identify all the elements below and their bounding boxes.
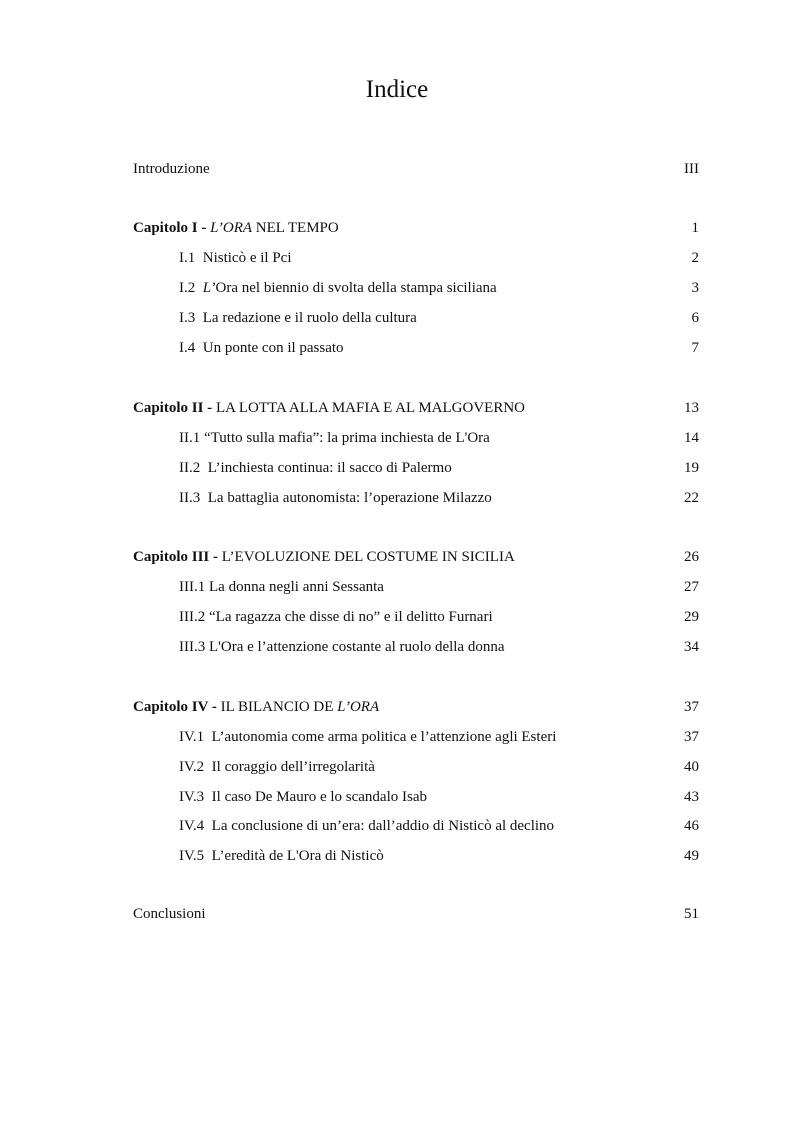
toc-chapter-4[interactable] (133, 696, 699, 718)
toc-page-number: 26 (684, 549, 699, 565)
toc-chapter-2[interactable] (133, 397, 699, 419)
section-title: Il coraggio dell’irregolarità (211, 759, 375, 775)
toc-page-number: 3 (691, 280, 699, 296)
section-title: L’inchiesta continua: il sacco di Palermo (207, 460, 452, 476)
toc-section-1-3[interactable] (179, 307, 699, 329)
section-title: La battaglia autonomista: l’operazione Milazzo (207, 490, 492, 506)
section-number: IV.4 (179, 818, 205, 834)
section-number: I.3 (179, 310, 196, 326)
section-title: Nisticò e il Pci (202, 250, 292, 266)
toc-page-number: 34 (684, 639, 699, 655)
chapter-prefix: Capitolo I - (133, 220, 211, 236)
toc-page-number: 19 (684, 460, 699, 476)
chapter-title: IL BILANCIO DE (220, 699, 338, 715)
toc-chapter-3[interactable] (133, 546, 699, 568)
toc-page-number: 6 (691, 310, 699, 326)
section-number: II.3 (179, 490, 201, 506)
chapter-title: NEL TEMPO (252, 220, 339, 236)
toc-page-number: 1 (691, 220, 699, 236)
chapter-prefix: Capitolo II - (133, 400, 216, 416)
toc-page-number: 14 (684, 430, 699, 446)
toc-page-number: 43 (684, 789, 699, 805)
section-number: I.2 (179, 280, 196, 296)
toc-chapter-1[interactable] (133, 217, 699, 239)
toc-page-number: 2 (691, 250, 699, 266)
section-number: IV.3 (179, 789, 205, 805)
toc-section-2-1[interactable] (179, 427, 699, 449)
section-number: IV.2 (179, 759, 205, 775)
section-title: Il caso De Mauro e lo scandalo Isab (211, 789, 427, 805)
section-title: L’eredità de L'Ora di Nisticò (211, 848, 384, 864)
toc-entry-conclusions[interactable] (133, 903, 699, 925)
chapter-title: L’EVOLUZIONE DEL COSTUME IN SICILIA (221, 549, 515, 565)
toc-page-number: 51 (684, 906, 699, 922)
toc-section-3-2[interactable] (179, 606, 699, 628)
toc-section-4-1[interactable] (179, 726, 699, 748)
section-title: “Tutto sulla mafia”: la prima inchiesta de L'Ora (204, 430, 490, 446)
section-title: Un ponte con il passato (202, 340, 344, 356)
toc-section-2-2[interactable] (179, 457, 699, 479)
section-title: L'Ora e l’attenzione costante al ruolo della donna (209, 639, 505, 655)
toc-page-number: 37 (684, 699, 699, 715)
section-title-italic: L’ (202, 280, 216, 296)
toc-section-4-2[interactable] (179, 756, 699, 778)
section-number: II.1 (179, 430, 201, 446)
chapter-title-italic: L’ORA (210, 220, 253, 236)
toc-page-number: 7 (691, 340, 699, 356)
section-title: La redazione e il ruolo della cultura (202, 310, 417, 326)
section-title: La donna negli anni Sessanta (209, 579, 384, 595)
toc-entry-introduction[interactable] (133, 158, 699, 180)
toc-label: Conclusioni (133, 906, 206, 922)
section-number: III.3 (179, 639, 206, 655)
toc-page-number: 22 (684, 490, 699, 506)
toc-label: Introduzione (133, 161, 210, 177)
toc-section-3-1[interactable] (179, 576, 699, 598)
toc-page-number: 49 (684, 848, 699, 864)
toc-section-1-2[interactable] (179, 277, 699, 299)
toc-page-number: 13 (684, 400, 699, 416)
section-title: Ora nel biennio di svolta della stampa siciliana (215, 280, 497, 296)
toc-page-number: 29 (684, 609, 699, 625)
section-number: IV.1 (179, 729, 205, 745)
toc-page-number: III (684, 161, 699, 177)
toc-section-4-5[interactable] (179, 845, 699, 867)
section-title: “La ragazza che disse di no” e il delitto Furnari (209, 609, 493, 625)
toc-section-4-4[interactable] (179, 815, 699, 837)
page-title: Indice (365, 76, 429, 103)
section-number: II.2 (179, 460, 201, 476)
section-number: IV.5 (179, 848, 205, 864)
section-number: I.1 (179, 250, 196, 266)
toc-section-3-3[interactable] (179, 636, 699, 658)
toc-section-4-3[interactable] (179, 786, 699, 808)
toc-section-1-4[interactable] (179, 337, 699, 359)
chapter-prefix: Capitolo III - (133, 549, 222, 565)
section-title: L’autonomia come arma politica e l’attenzione agli Esteri (211, 729, 557, 745)
toc-page-number: 46 (684, 818, 699, 834)
toc-section-1-1[interactable] (179, 247, 699, 269)
toc-page-number: 27 (684, 579, 699, 595)
section-title: La conclusione di un’era: dall’addio di Nisticò al declino (211, 818, 555, 834)
section-number: III.1 (179, 579, 206, 595)
toc-page-number: 37 (684, 729, 699, 745)
section-number: I.4 (179, 340, 196, 356)
chapter-title: LA LOTTA ALLA MAFIA E AL MALGOVERNO (215, 400, 526, 416)
chapter-title-italic: L’ORA (337, 699, 380, 715)
toc-section-2-3[interactable] (179, 487, 699, 509)
section-number: III.2 (179, 609, 206, 625)
toc-page-number: 40 (684, 759, 699, 775)
chapter-prefix: Capitolo IV - (133, 699, 221, 715)
